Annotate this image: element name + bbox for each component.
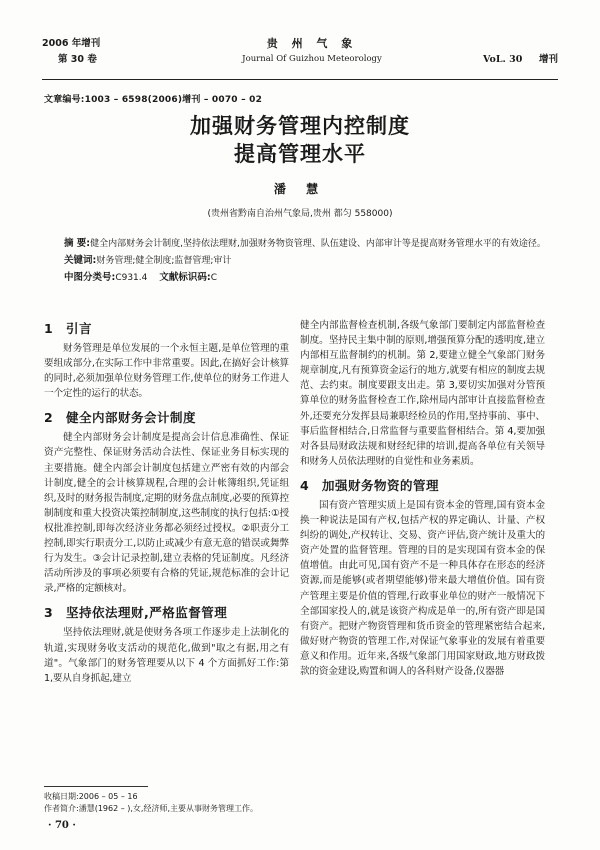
received-date-row (44, 791, 344, 803)
footnote-block (44, 791, 344, 815)
section-heading-1 (44, 318, 289, 339)
doc-code-label: 文献标识码: (159, 272, 211, 283)
article-number-label: 文章编号: (44, 95, 85, 105)
masthead-center (202, 36, 422, 67)
page-title (42, 112, 558, 168)
page-number: · 70 · (48, 820, 76, 831)
keywords-label: 关键词: (64, 255, 97, 266)
section-4-paragraph-1: 国有资产管理实质上是国有资本金的管理,国有资本金换一种说法是国有产权,包括产权的界定确认、计量、产权纠纷的调处,产权转让、交易、资产评估,资产统计及重大的资产处置的监督管理。管理的目的是实现国有资本金的保值增值。由此可见,国有资产不是一种具体存在形态的经济资源,而是能够(或者期望能够)带来最大增值价值。国有资产管理主要是价值的管理,行政事业单位的财产一般情况下全部国家投人的,就是该资产构成是单一的,所有资产即是国有资产。把财产物资管理和货币资金的管理紧密结合起来,做好财产物资的管理工作,对保证气象事业的发展有着重要意义和作用。近年来,各级气象部门用国家财政,地方财政拨款的资金建设,购置和调人的各科财产设备,仪器器 (300, 499, 545, 677)
section-heading-2 (44, 407, 289, 428)
journal-name-en: Journal Of Guizhou Meteorology (242, 54, 382, 64)
section-number-1: 1 (44, 321, 54, 336)
masthead-rule (42, 79, 558, 80)
volume-en: VoL. 30 (483, 54, 523, 65)
section-3-continuation: 健全内部监督检查机制,各级气象部门要制定内部监督检查制度。坚持民主集中制的原则,增强预算分配的透明度,建立内部相互监督制约的机制。第 2,要建立健全气象部门财务规章制度,凡有预算资金运行的地方,就要有相应的制度去规范、去约束。制度要跟支出走。第 3,要切实加强对分管预算单位的财务监督检查工作,除州局内部审计直接监督检查外,还要充分发挥县局兼职经检员的作用,坚持事前、事中、事后监督相结合,日常监督与重要监督相结合。第 4,要加强对各县局财政法规和财经纪律的培训,提高各单位有关领导和财务人员依法理财的自觉性和业务素质。 (300, 320, 545, 467)
issue-year: 2006 年增刊 (42, 38, 101, 49)
title-line-1: 加强财务管理内控制度 (190, 114, 410, 138)
body-column-right (300, 318, 545, 679)
author-bio-row (44, 803, 344, 815)
abstract-paragraph (42, 236, 558, 252)
section-number-2: 2 (44, 410, 54, 426)
section-number-4: 4 (300, 477, 310, 493)
doc-code-value: C (210, 273, 217, 283)
volume-cn: 第 30 卷 (58, 54, 97, 65)
author-bio-value: 潘慧(1962 – ),女,经济师,主要从事财务管理工作。 (78, 804, 259, 813)
clc-row (42, 270, 558, 286)
abstract-text: 健全内部财务会计制度,坚持依法理财,加强财务物资管理、队伍建设、内部审计等是提高财务管理水平的有效途径。 (90, 239, 546, 249)
masthead-right (483, 52, 558, 67)
section-heading-3 (44, 602, 289, 623)
clc-value: C931.4 (115, 273, 148, 283)
abstract-block (42, 236, 558, 286)
section-1-paragraph-1: 财务管理是单位发展的一个永恒主题,是单位管理的重要组成部分,在实际工作中非常重要。因此,在搞好会计核算的同时,必须加强单位财务管理工作,使单位的财务工作进人一个定性的运行的状态。 (44, 343, 289, 400)
section-title-2: 健全内部财务会计制度 (66, 410, 197, 426)
title-line-2: 提高管理水平 (234, 142, 366, 166)
keywords-value: 财务管理;健全制度;监督管理;审计 (96, 256, 232, 266)
received-date-label: 收稿日期: (44, 792, 79, 801)
section-3-paragraph-1: 坚持依法理财,就是使财务各项工作逐步走上法制化的轨道,实现财务收支活动的规范化,做到"取之有据,用之有道"。气象部门的财务管理要从以下 4 个方面抓好工作:第 1,要从自身抓起,建立 (44, 627, 289, 684)
section-title-3: 坚持依法理财,严格监督管理 (66, 605, 228, 621)
author-affiliation: (贵州省黔南自治州气象局,贵州 都匀 558000) (207, 209, 393, 219)
journal-masthead (42, 36, 558, 76)
body-column-left (44, 318, 289, 686)
article-number (44, 92, 262, 105)
author-name: 潘 慧 (273, 182, 327, 196)
article-number-value: 1003 – 6598(2006)增刊 – 0070 – 02 (84, 95, 263, 105)
section-2-paragraph-1: 健全内部财务会计制度是提高会计信息准确性、保证资产完整性、保证财务活动合法性、保证业务目标实现的主要措施。健全内部会计制度包括建立严密有效的内部会计制度,健全的会计核算规程,合理的会计帐簿组织,凭证组织,及时的财务报告制度,定期的财务盘点制度,必要的预算控制制度和重大投资决策控制制度,这些制度的执行包括:①授权批准控制,即每次经济业务都必须经过授权。②职责分工控制,即实行职责分工,以防止或减少有意无意的错误或舞弊行为发生。③会计记录控制,建立表格的凭证制度。凡经济活动所涉及的事项必须要有合格的凭证,规范标准的会计记录,严格的定额核对。 (44, 432, 289, 595)
section-title-4: 加强财务物资的管理 (322, 477, 440, 493)
issue-cn: 增刊 (538, 54, 558, 65)
journal-name-cn: 贵 州 气 象 (266, 37, 358, 50)
section-title-1: 引言 (66, 321, 93, 336)
section-number-3: 3 (44, 605, 54, 621)
clc-label: 中图分类号: (64, 272, 116, 283)
received-date-value: 2006 – 05 – 16 (78, 792, 138, 801)
masthead-left (42, 36, 202, 68)
keywords-row (42, 253, 558, 269)
abstract-label: 摘 要: (64, 238, 91, 249)
footnote-rule (44, 786, 148, 787)
author-bio-label: 作者简介: (44, 804, 79, 813)
section-heading-4 (300, 475, 545, 496)
